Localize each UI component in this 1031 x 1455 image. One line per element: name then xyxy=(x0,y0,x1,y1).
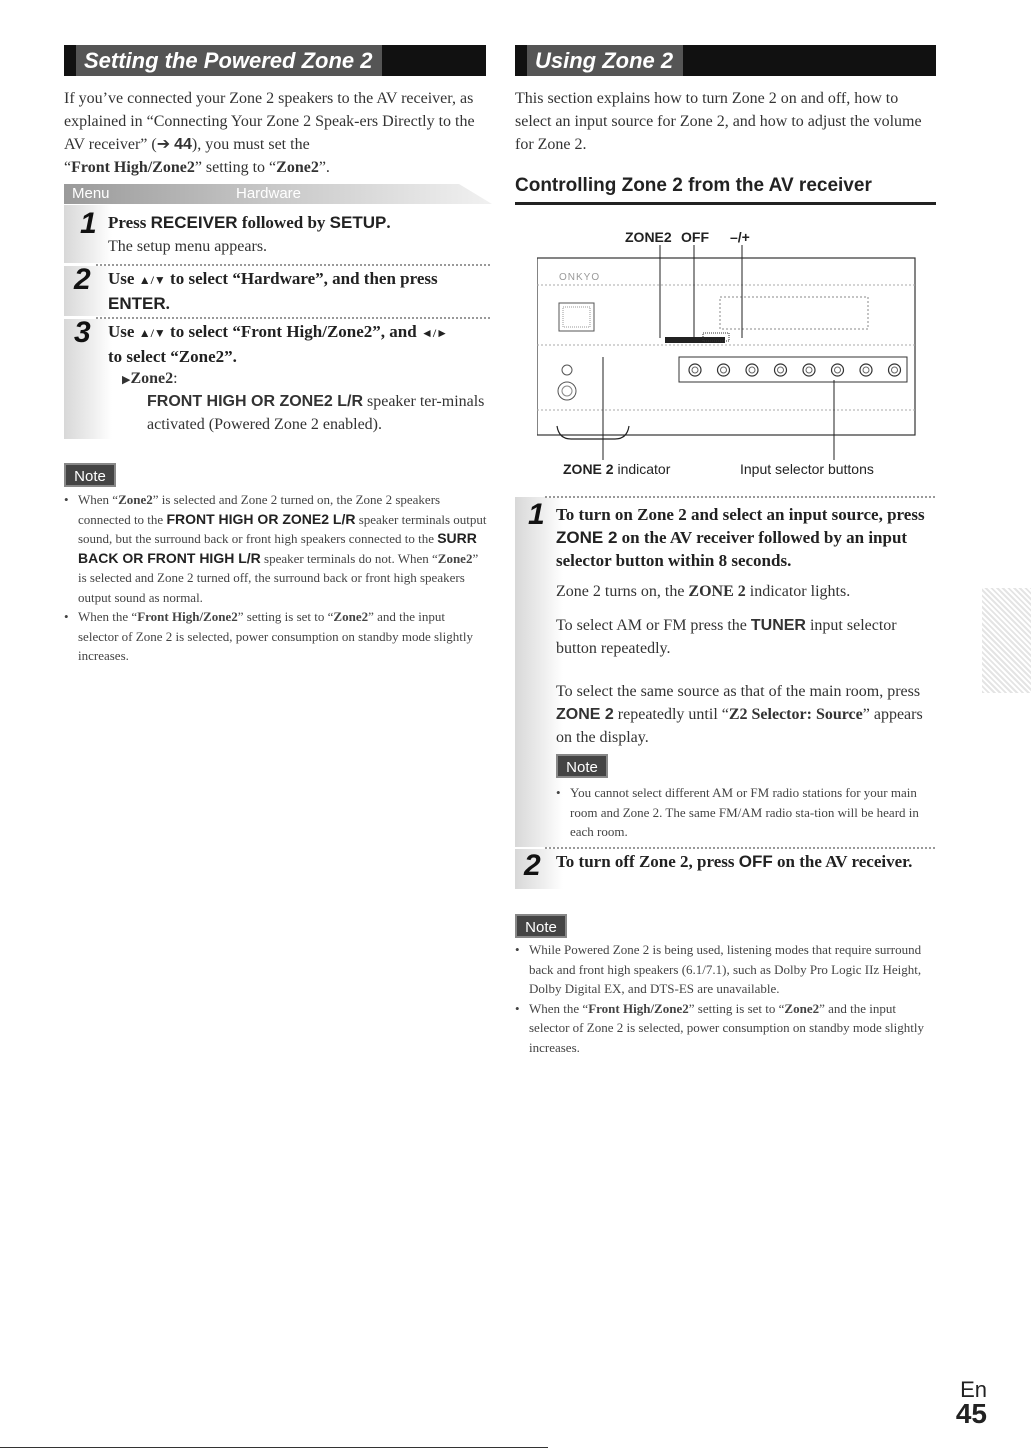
list-item: • When the “Front High/Zone2” setting is set to “Zone2” and the input selector of Zone 2 is selected, power consumption on standby mode slightly increases. xyxy=(64,607,488,666)
notes-list-left xyxy=(64,490,488,666)
note-badge: Note xyxy=(515,914,567,938)
intro-paragraph-left: If you’ve connected your Zone 2 speakers to the AV receiver, as explained in “Connecting Your Zone 2 Speak-ers Directly to the AV receiver” (➔ 44), you must set the “Front High/Zone2” setting to “Zone2”. xyxy=(64,90,475,176)
option-triangle-icon: ▶ xyxy=(122,374,131,386)
zone2-button-label: ZONE2 xyxy=(625,229,672,245)
note-badge: Note xyxy=(64,463,116,487)
step-1-paragraph-1: Zone 2 turns on, the ZONE 2 indicator lights. xyxy=(556,583,851,600)
left-right-arrows-icon: ◄/► xyxy=(420,326,449,340)
step-2-title-right: To turn off Zone 2, press OFF on the AV receiver. xyxy=(556,852,913,871)
step-number: 1 xyxy=(80,207,97,240)
step-2-title: Use ▲/▼ to select “Hardware”, and then press ENTER. xyxy=(108,269,438,313)
language-label: En xyxy=(960,1377,987,1402)
up-down-arrows-icon: ▲/▼ xyxy=(138,273,166,287)
intro-paragraph-right: This section explains how to turn Zone 2 on and off, how to select an input source for Zone 2, and how to adjust the volume for Zone 2. xyxy=(515,90,922,153)
arrow-icon: ➔ xyxy=(156,136,171,153)
banner-title: Using Zone 2 xyxy=(527,45,683,76)
notes-list-right xyxy=(515,940,936,1057)
step-divider xyxy=(545,496,936,498)
brand-logo: ONKYO xyxy=(559,272,601,283)
step-1-text: The setup menu appears. xyxy=(108,238,268,255)
step-1-title: Press RECEIVER followed by SETUP. xyxy=(108,213,391,232)
step-1-paragraph-3: To select the same source as that of the main room, press ZONE 2 repeatedly until “Z2 Selector: Source” appears on the display. xyxy=(556,683,923,746)
step-number: 3 xyxy=(74,316,91,349)
section-banner-right xyxy=(515,45,936,76)
up-down-arrows-icon: ▲/▼ xyxy=(138,326,166,340)
page-ref: 44 xyxy=(174,136,192,153)
step-number: 2 xyxy=(74,263,91,296)
step-number: 1 xyxy=(528,498,545,531)
side-tab-decoration xyxy=(982,588,1031,693)
section-banner-left xyxy=(64,45,486,76)
step-1-paragraph-2: To select AM or FM press the TUNER input selector button repeatedly. xyxy=(556,617,897,657)
list-item: • You cannot select different AM or FM radio stations for your main room and Zone 2. The same FM/AM radio sta-tion will be heard in each room. xyxy=(556,783,936,842)
list-item: • When the “Front High/Zone2” setting is set to “Zone2” and the input selector of Zone 2 is selected, power consumption on standby mode slightly increases. xyxy=(515,999,936,1058)
section-heading: Controlling Zone 2 from the AV receiver xyxy=(515,175,872,196)
step-3-title: Use ▲/▼ to select “Front High/Zone2”, and ◄/► to select “Zone2”. xyxy=(108,322,449,366)
list-item: • While Powered Zone 2 is being used, listening modes that require surround back and front high speakers (6.1/7.1), such as Dolby Pro Logic IIz Height, Dolby Digital EX, and DTS-ES are unavailable. xyxy=(515,940,936,999)
input-selector-label: Input selector buttons xyxy=(740,461,874,477)
hardware-tab-label: Hardware xyxy=(236,185,302,202)
step-1-note xyxy=(556,783,936,842)
volume-button-label: –/+ xyxy=(730,229,750,245)
menu-tab-strip xyxy=(64,184,492,204)
note-badge: Note xyxy=(556,754,608,778)
step-3-option: ▶Zone2: xyxy=(122,370,178,387)
step-1-title-right: To turn on Zone 2 and select an input source, press ZONE 2 on the AV receiver followed by an input selector button within 8 seconds. xyxy=(556,505,925,570)
heading-rule xyxy=(515,202,936,205)
banner-title: Setting the Powered Zone 2 xyxy=(76,45,382,76)
step-3-option-detail: FRONT HIGH OR ZONE2 L/R speaker ter-minals activated (Powered Zone 2 enabled). xyxy=(147,393,485,433)
off-button-label: OFF xyxy=(681,229,709,245)
step-number: 2 xyxy=(524,849,541,882)
footer-rule xyxy=(0,1447,548,1448)
menu-tab-label: Menu xyxy=(72,185,110,202)
list-item: • When “Zone2” is selected and Zone 2 turned on, the Zone 2 speakers connected to the FRONT HIGH OR ZONE2 L/R speaker terminals output sound, but the surround back or front high speakers connected to the SURR BACK OR FRONT HIGH L/R speaker terminals do not. When “Zone2” is selected and Zone 2 turned off, the surround back or front high speakers output sound as normal. xyxy=(64,490,488,607)
page-number: 45 xyxy=(955,1398,987,1429)
receiver-front-panel-diagram xyxy=(537,245,917,460)
zone2-indicator-label: ZONE 2 indicator xyxy=(563,461,671,477)
